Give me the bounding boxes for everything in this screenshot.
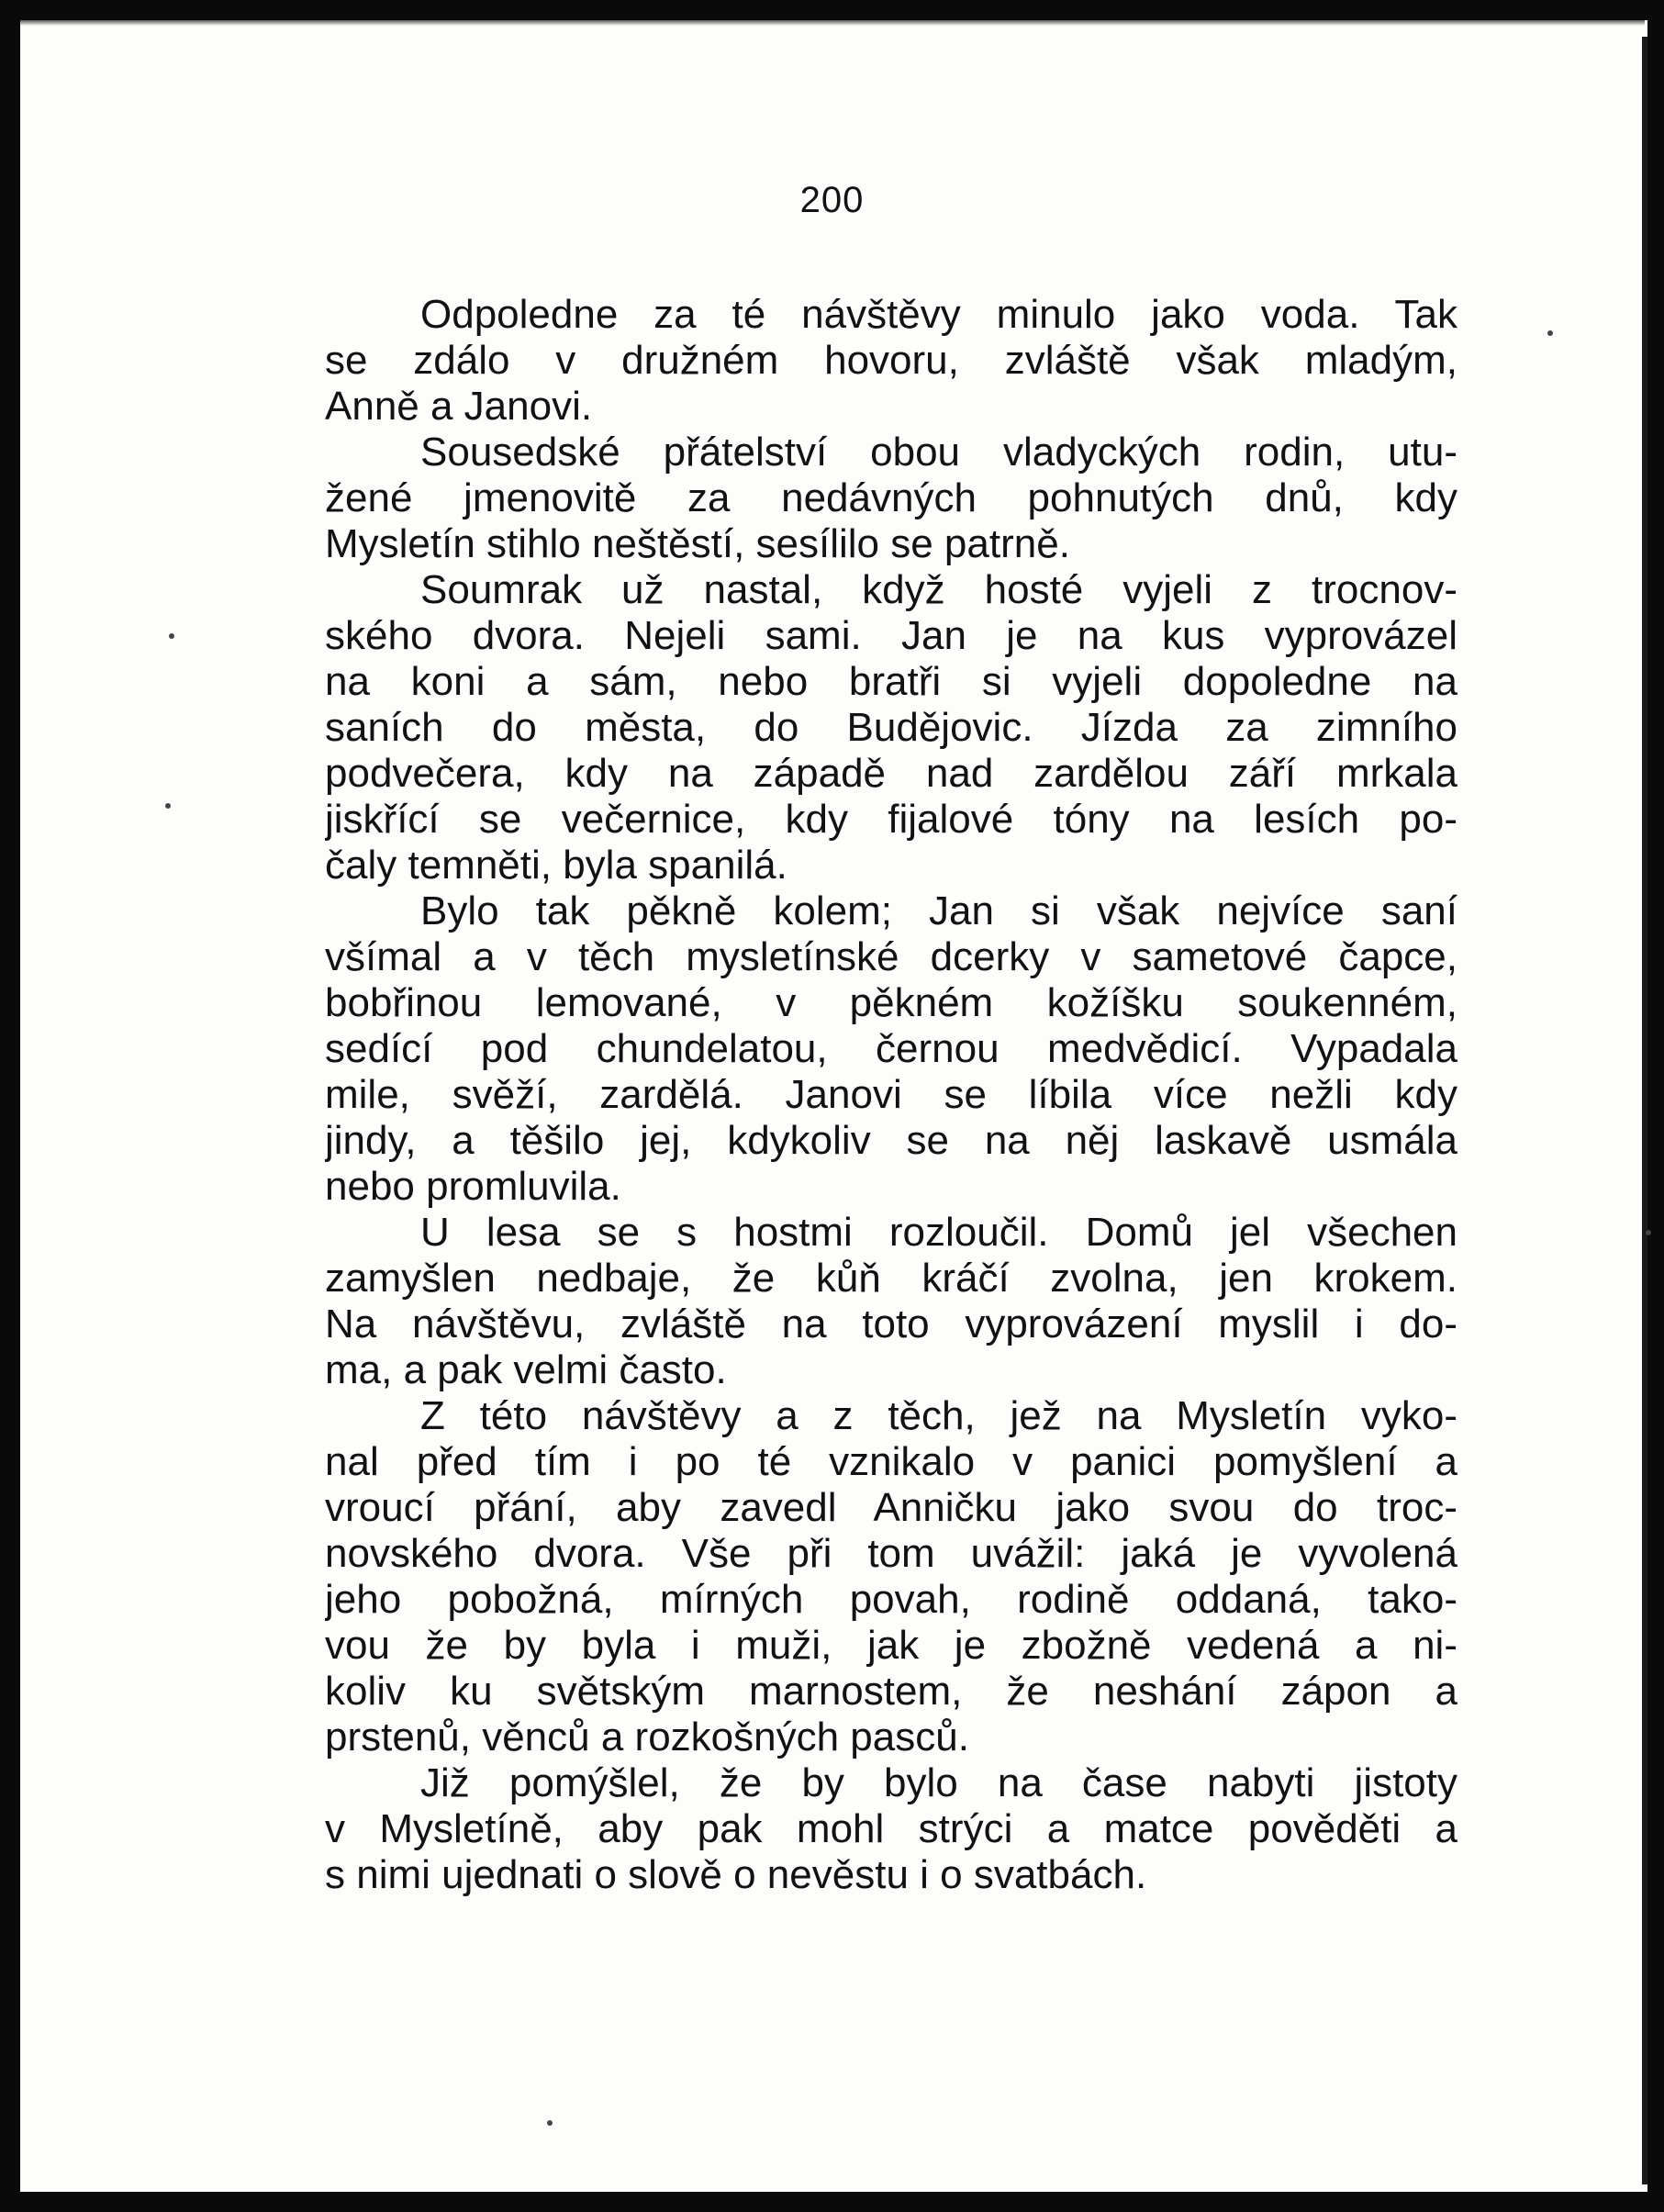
text-line: nebo promluvila. (325, 1164, 621, 1209)
scan-border-bottom (0, 2192, 1664, 2212)
text-line: vou že by byla i muži, jak je zbožně vedená a ni- (325, 1623, 1457, 1668)
text-line: Soumrak už nastal, když hosté vyjeli z trocnov- (420, 567, 1457, 612)
scan-border-right (1647, 0, 1664, 2212)
text-line: jiskřící se večernice, kdy fijalové tóny na lesích po- (325, 797, 1457, 842)
text-line: prstenů, věnců a rozkošných pasců. (325, 1715, 969, 1760)
text-line: koliv ku světským marnostem, že neshání zápon a (325, 1669, 1457, 1714)
text-line: mile, svěží, zardělá. Janovi se líbila více nežli kdy (325, 1072, 1457, 1117)
scan-speck (1547, 330, 1553, 336)
text-line: v Mysletíně, aby pak mohl strýci a matce pověděti a (325, 1806, 1457, 1851)
text-line: Z této návštěvy a z těch, jež na Mysletín vyko- (420, 1393, 1457, 1438)
text-line: na koni a sám, nebo bratři si vyjeli dopoledne na (325, 659, 1457, 704)
text-line: Již pomýšlel, že by bylo na čase nabyti jistoty (420, 1760, 1457, 1805)
page-number: 200 (799, 180, 865, 220)
text-line: všímal a v těch mysletínské dcerky v sametové čapce, (325, 934, 1457, 979)
text-line: podvečera, kdy na západě nad zardělou září mrkala (325, 751, 1457, 796)
text-line: sedící pod chundelatou, černou medvědicí. Vypadala (325, 1026, 1457, 1071)
scan-border-left (0, 0, 20, 2212)
text-line: zamyšlen nedbaje, že kůň kráčí zvolna, jen krokem. (325, 1256, 1457, 1301)
scan-speck (165, 803, 171, 809)
text-line: jindy, a těšilo jej, kdykoliv se na něj laskavě usmála (325, 1118, 1457, 1163)
text-line: Sousedské přátelství obou vladyckých rodin, utu- (420, 430, 1457, 475)
text-line: čaly temněti, byla spanilá. (325, 843, 787, 888)
scan-border-top (0, 0, 1664, 20)
scan-speck (1646, 1230, 1651, 1235)
text-line: Na návštěvu, zvláště na toto vyprovázení myslil i do- (325, 1302, 1457, 1346)
page-edge-line (1642, 37, 1647, 2184)
text-line: U lesa se s hostmi rozloučil. Domů jel všechen (420, 1210, 1457, 1255)
scan-speck (169, 633, 174, 639)
text-line: žené jmenovitě za nedávných pohnutých dnů, kdy (325, 475, 1457, 520)
text-line: Bylo tak pěkně kolem; Jan si však nejvíce saní (420, 888, 1457, 933)
text-line: bobřinou lemované, v pěkném kožíšku soukenném, (325, 980, 1457, 1025)
text-line: se zdálo v družném hovoru, zvláště však mladým, (325, 338, 1457, 383)
text-line: saních do města, do Budějovic. Jízda za zimního (325, 705, 1457, 750)
scan-speck (547, 2120, 553, 2126)
text-line: vroucí přání, aby zavedl Anničku jako svou do trоc- (325, 1485, 1457, 1530)
text-line: ma, a pak velmi často. (325, 1347, 727, 1392)
scan-top-shadow (20, 20, 1645, 26)
text-line: Odpoledne za té návštěvy minulo jako voda. Tak (420, 292, 1457, 337)
text-line: s nimi ujednati o slově o nevěstu i o svatbách. (325, 1852, 1147, 1897)
text-line: nal před tím i po té vznikalo v panici pomyšlení a (325, 1439, 1457, 1484)
text-line: Anně a Janovi. (325, 384, 593, 429)
text-line: jeho pobožná, mírných povah, rodině oddaná, tako- (325, 1577, 1457, 1622)
text-line: ského dvora. Nejeli sami. Jan je na kus vyprovázel (325, 613, 1457, 658)
body-text (325, 292, 1457, 1898)
text-line: novského dvora. Vše při tom uvážil: jaká je vyvolená (325, 1531, 1457, 1576)
text-line: Mysletín stihlo neštěstí, sesílilo se patrně. (325, 521, 1070, 566)
